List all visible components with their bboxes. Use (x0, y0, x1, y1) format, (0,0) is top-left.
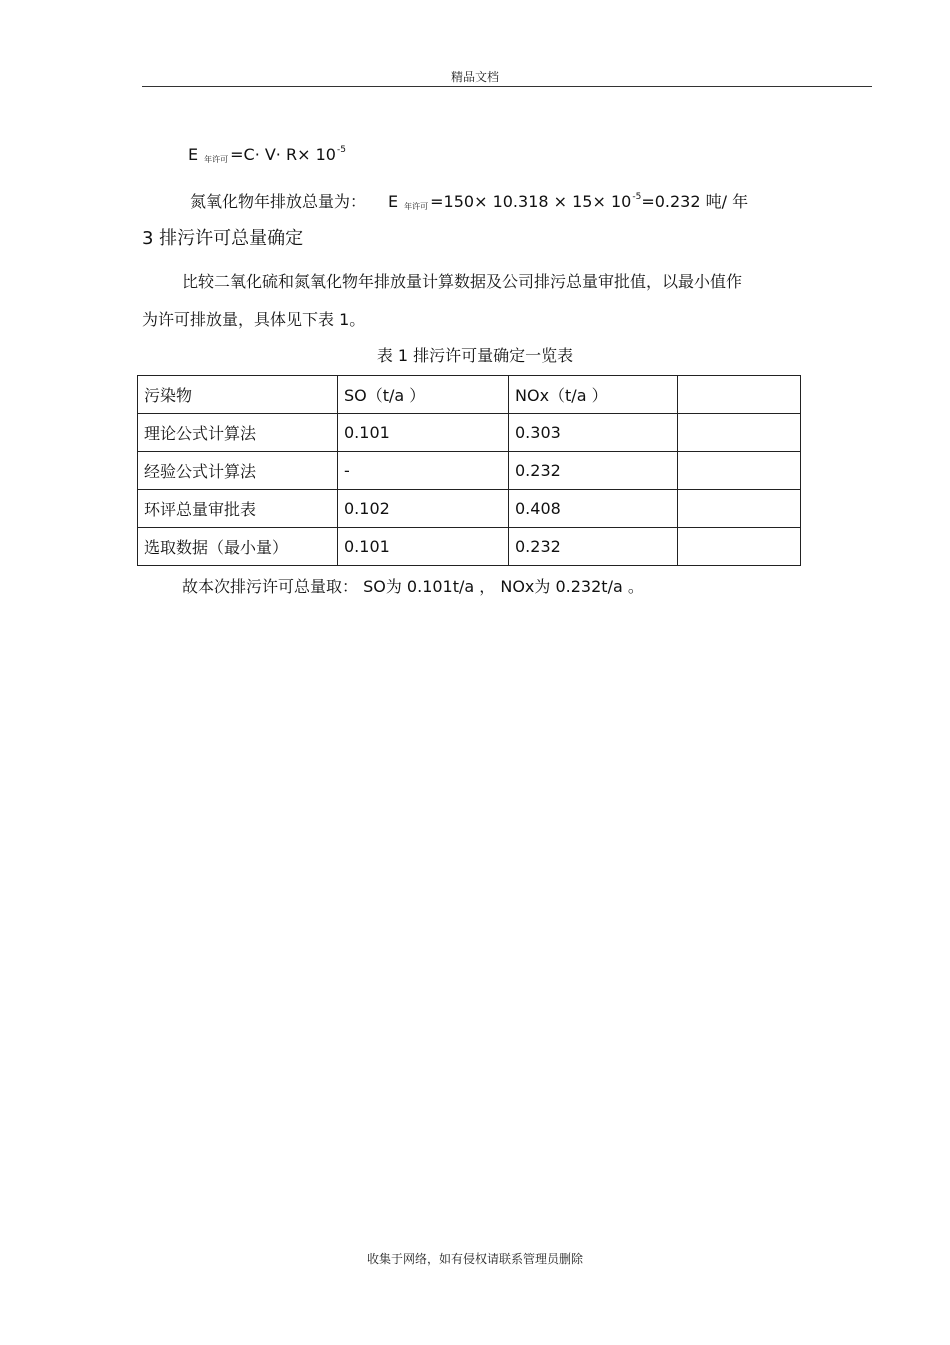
table-header-cell: NOx（t/a ） (509, 376, 678, 414)
formula-2-result: =0.232 吨/ 年 (641, 192, 749, 211)
table-row (138, 414, 801, 452)
formula-1-rhs: =C· V· R× 10 (230, 145, 336, 164)
page-header: 精品文档 (450, 70, 499, 84)
table-cell (678, 490, 801, 528)
table-cell: 理论公式计算法 (138, 414, 338, 452)
table-cell (678, 528, 801, 566)
table-header-cell: 污染物 (138, 376, 338, 414)
table-cell (678, 452, 801, 490)
formula-1-subscript: 年许可 (204, 155, 229, 164)
page-footer: 收集于网络，如有侵权请联系管理员删除 (366, 1252, 583, 1266)
formula-2-exponent: -5 (632, 192, 642, 202)
table-row (138, 528, 801, 566)
table-header-cell: SO（t/a ） (338, 376, 509, 414)
table-cell: - (338, 452, 509, 490)
table-row (138, 490, 801, 528)
table-header-cell (678, 376, 801, 414)
emission-table (137, 375, 801, 566)
formula-line-1 (188, 140, 346, 170)
table-cell: 0.102 (338, 490, 509, 528)
formula-2-rhs: =150× 10.318 × 15× 10 (430, 192, 632, 211)
table-cell: 0.101 (338, 414, 509, 452)
formula-2-label: 氮氧化物年排放总量为： (190, 192, 367, 211)
table-cell: 0.232 (509, 452, 678, 490)
formula-2-lhs: E (388, 192, 399, 211)
table-cell: 0.408 (509, 490, 678, 528)
table-cell: 0.101 (338, 528, 509, 566)
table-cell (678, 414, 801, 452)
table-header-row (138, 376, 801, 414)
table-caption: 表 1 排污许可量确定一览表 (376, 346, 574, 365)
formula-1-exponent: -5 (336, 145, 346, 155)
header-rule (142, 86, 872, 87)
paragraph-line-2: 为许可排放量，具体见下表 1。 (142, 310, 366, 329)
formula-line-2 (190, 187, 748, 217)
formula-1-lhs: E (188, 145, 199, 164)
table-cell: 0.303 (509, 414, 678, 452)
table-cell: 0.232 (509, 528, 678, 566)
table-row (138, 452, 801, 490)
conclusion-text: 故本次排污许可总量取： SO为 0.101t/a ， NOx为 0.232t/a 。 (182, 577, 644, 596)
formula-2-subscript: 年许可 (404, 202, 429, 211)
section-heading: 3 排污许可总量确定 (142, 228, 304, 249)
paragraph-line-1: 比较二氧化硫和氮氧化物年排放量计算数据及公司排污总量审批值，以最小值作 (182, 272, 743, 291)
table-cell: 环评总量审批表 (138, 490, 338, 528)
table-cell: 选取数据（最小量） (138, 528, 338, 566)
table-cell: 经验公式计算法 (138, 452, 338, 490)
